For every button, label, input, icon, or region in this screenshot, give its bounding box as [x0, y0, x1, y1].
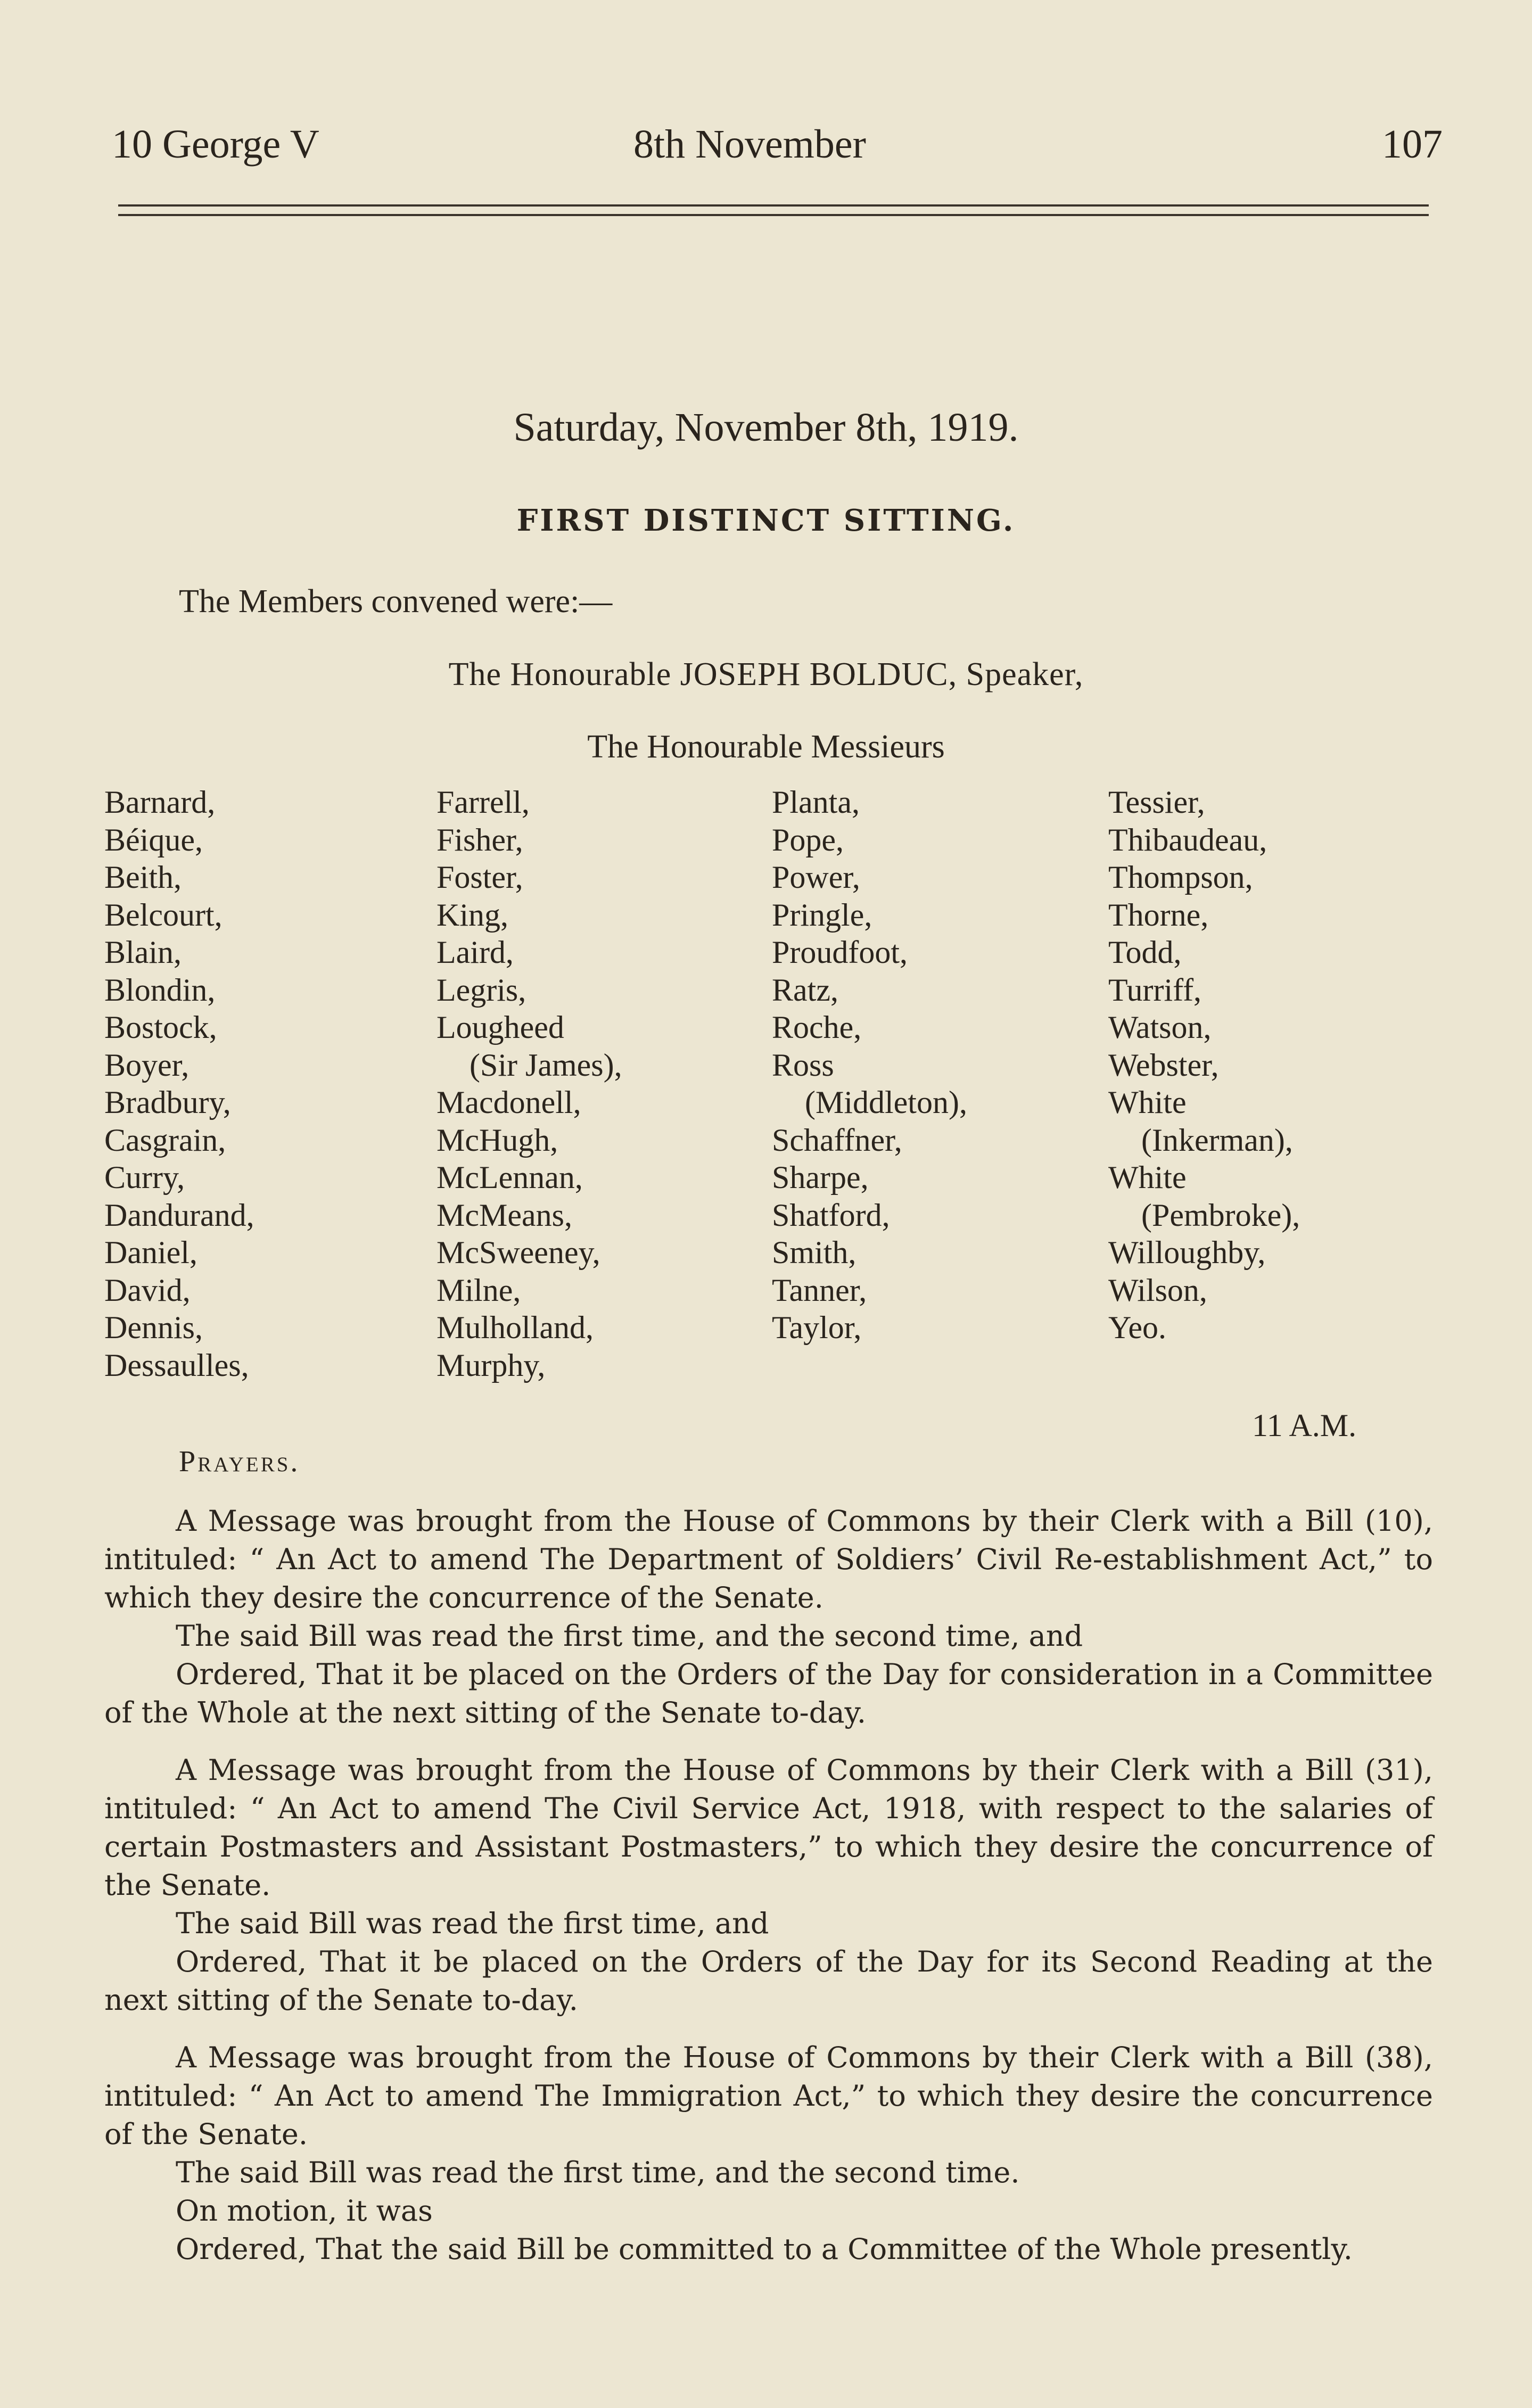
member-name: Blain, — [104, 935, 182, 970]
prayers-heading: Prayers. — [179, 1445, 300, 1478]
member-name: Pope, — [772, 822, 844, 857]
member-name: Yeo. — [1108, 1310, 1166, 1345]
member-name: Casgrain, — [104, 1122, 226, 1158]
member-name: Smith, — [772, 1235, 856, 1270]
members-column-2 — [436, 784, 622, 1384]
member-name: Macdonell, — [436, 1085, 581, 1120]
member-name: David, — [104, 1272, 191, 1308]
paragraph: On motion, it was — [176, 2194, 433, 2228]
member-name: Turriff, — [1108, 972, 1202, 1008]
member-name: White — [1108, 1085, 1187, 1120]
members-column-3 — [772, 784, 967, 1347]
member-name: Ratz, — [772, 972, 838, 1008]
member-name: Bradbury, — [104, 1085, 231, 1120]
paragraph: The said Bill was read the first time, and the second time. — [176, 2156, 1020, 2189]
member-name: Thorne, — [1108, 897, 1209, 933]
member-name: Lougheed — [436, 1010, 564, 1045]
member-name: Sharpe, — [772, 1160, 869, 1195]
member-name: (Middleton), — [805, 1085, 967, 1120]
member-name: McLennan, — [436, 1160, 583, 1195]
member-name: Farrell, — [436, 785, 530, 820]
member-name: Dessaulles, — [104, 1347, 249, 1383]
member-name: Foster, — [436, 860, 523, 895]
member-name: (Pembroke), — [1141, 1197, 1300, 1233]
member-name: Tanner, — [772, 1272, 867, 1308]
sitting-heading: FIRST DISTINCT SITTING. — [516, 503, 1016, 538]
paragraph: Ordered, That it be placed on the Orders of the Day for consideration in a Committee of the Whole at the next sitting of the Senate to-day. — [104, 1657, 1433, 1729]
date-heading: Saturday, November 8th, 1919. — [513, 405, 1019, 450]
member-name: McMeans, — [436, 1197, 572, 1233]
member-name: Blondin, — [104, 972, 216, 1008]
member-name: Taylor, — [772, 1310, 862, 1345]
member-name: (Sir James), — [470, 1047, 622, 1083]
member-name: Dennis, — [104, 1310, 203, 1345]
member-name: Ross — [772, 1047, 834, 1083]
paragraph: The said Bill was read the first time, and the second time, and — [176, 1619, 1083, 1653]
member-name: Thibaudeau, — [1108, 822, 1267, 857]
proceedings — [104, 1502, 1433, 2269]
member-name: Schaffner, — [772, 1122, 902, 1158]
member-name: Legris, — [436, 972, 526, 1008]
member-name: Watson, — [1108, 1010, 1212, 1045]
member-name: Béique, — [104, 822, 203, 857]
member-name: Laird, — [436, 935, 514, 970]
member-name: King, — [436, 897, 508, 933]
member-name: Beith, — [104, 860, 182, 895]
paragraph: Ordered, That the said Bill be committed to a Committee of the Whole presently. — [176, 2232, 1353, 2266]
paragraph: Ordered, That it be placed on the Orders of the Day for its Second Reading at the next sitting of the Senate to-day. — [104, 1945, 1433, 2017]
paragraph: A Message was brought from the House of Commons by their Clerk with a Bill (10), intituled: “ An Act to amend The Department of Soldiers’ Civil Re-establishment Act,” to which they desire the concurrence of the Senate. — [104, 1504, 1433, 1614]
member-name: White — [1108, 1160, 1187, 1195]
members-column-1 — [104, 784, 254, 1384]
member-name: Belcourt, — [104, 897, 223, 933]
member-name: Wilson, — [1108, 1272, 1207, 1308]
member-name: Boyer, — [104, 1047, 190, 1083]
member-name: Mulholland, — [436, 1310, 594, 1345]
member-name: Bostock, — [104, 1010, 217, 1045]
member-name: Thompson, — [1108, 860, 1253, 895]
member-name: Roche, — [772, 1010, 862, 1045]
member-name: (Inkerman), — [1141, 1122, 1293, 1158]
members-column-4 — [1108, 784, 1300, 1347]
member-name: McSweeney, — [436, 1235, 600, 1270]
paragraph: The said Bill was read the first time, and — [176, 1907, 769, 1940]
page-number: 107 — [1382, 122, 1443, 167]
regnal-year: 10 George V — [112, 122, 319, 167]
member-name: Webster, — [1108, 1047, 1219, 1083]
member-name: McHugh, — [436, 1122, 558, 1158]
member-name: Daniel, — [104, 1235, 197, 1270]
members-list — [104, 784, 1435, 1396]
running-head — [112, 121, 1443, 175]
paragraph: A Message was brought from the House of Commons by their Clerk with a Bill (31), intituled: “ An Act to amend The Civil Service Act, 1918, with respect to the salaries of certain Postmasters and Assistant Postmasters,” to which they desire the concurrence of the Senate. — [104, 1753, 1433, 1902]
member-name: Willoughby, — [1108, 1235, 1266, 1270]
running-date: 8th November — [633, 122, 866, 167]
member-name: Milne, — [436, 1272, 521, 1308]
messieurs-line: The Honourable Messieurs — [587, 729, 945, 765]
member-name: Curry, — [104, 1160, 185, 1195]
member-name: Tessier, — [1108, 785, 1205, 820]
sitting-time: 11 A.M. — [1252, 1408, 1357, 1443]
paragraph: A Message was brought from the House of Commons by their Clerk with a Bill (38), intituled: “ An Act to amend The Immigration Act,” to which they desire the concurrence of the Senate. — [104, 2041, 1433, 2151]
member-name: Todd, — [1108, 935, 1182, 970]
member-name: Shatford, — [772, 1197, 890, 1233]
header-double-rule — [118, 204, 1429, 216]
speaker-line: The Honourable JOSEPH BOLDUC, Speaker, — [448, 656, 1084, 692]
member-name: Proudfoot, — [772, 935, 908, 970]
member-name: Planta, — [772, 785, 860, 820]
member-name: Dandurand, — [104, 1197, 254, 1233]
member-name: Power, — [772, 860, 860, 895]
member-name: Pringle, — [772, 897, 872, 933]
convened-line: The Members convened were:— — [179, 583, 613, 620]
member-name: Fisher, — [436, 822, 523, 857]
member-name: Barnard, — [104, 785, 216, 820]
member-name: Murphy, — [436, 1347, 546, 1383]
